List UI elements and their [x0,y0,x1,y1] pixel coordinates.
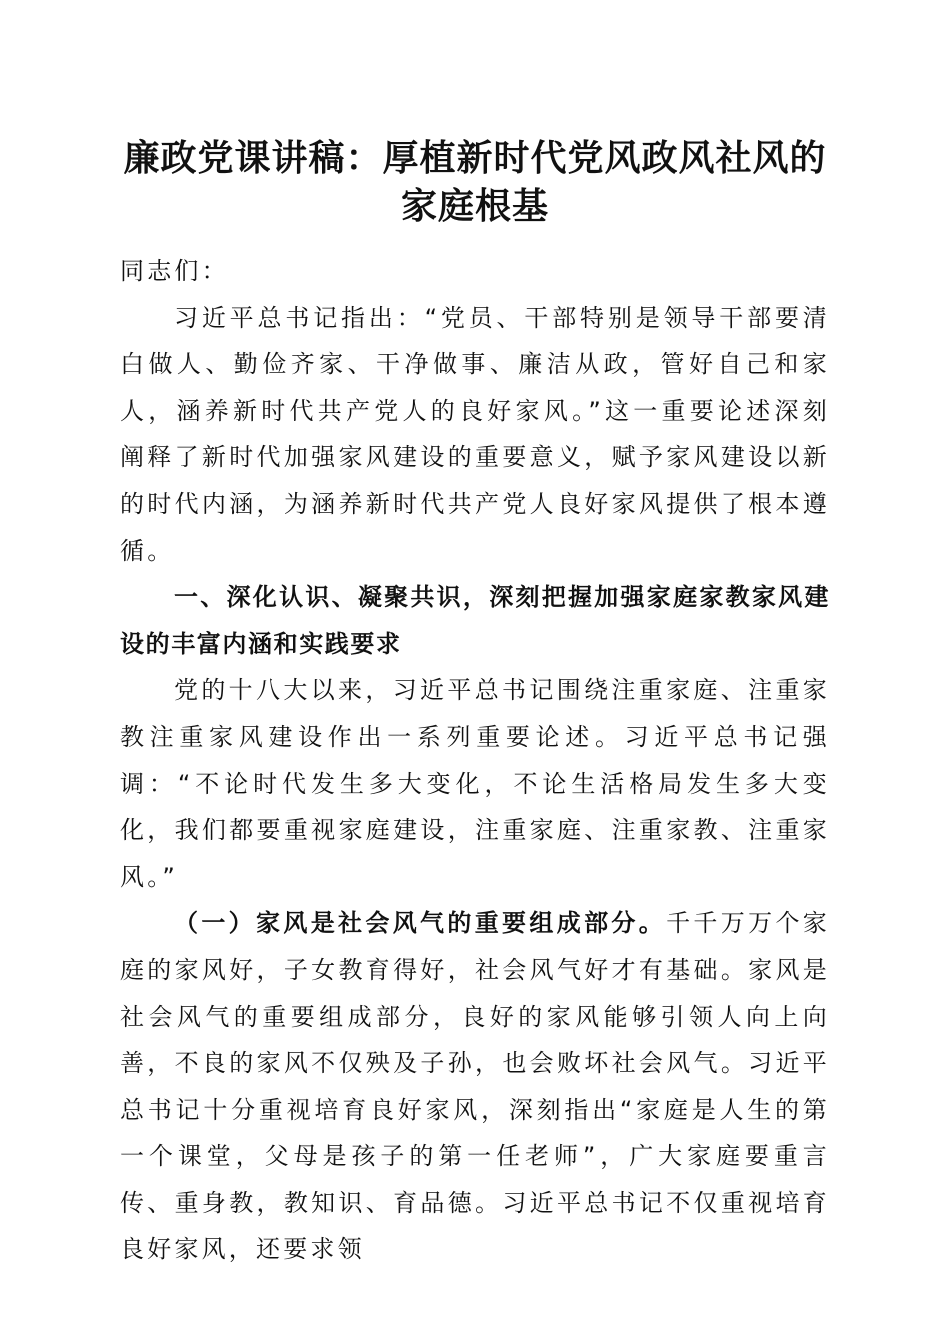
subsection-lead: （一）家风是社会风气的重要组成部分。 [174,909,667,938]
paragraph-section1: 党的十八大以来，习近平总书记围绕注重家庭、注重家教注重家风建设作出一系列重要论述。习近平总书记强调：“不论时代发生多大变化，不论生活格局发生多大变化，我们都要重视家庭建设，注重家庭、注重家教、注重家风。” [120,676,830,891]
document-title: 廉政党课讲稿：厚植新时代党风政风社风的家庭根基 [123,137,827,227]
document-body [120,248,830,1273]
paragraph-subsection-1 [120,900,830,1273]
salutation: 同志们： [120,257,229,285]
paragraph-intro: 习近平总书记指出：“党员、干部特别是领导干部要清白做人、勤俭齐家、干净做事、廉洁从政，管好自己和家人，涵养新时代共产党人的良好家风。”这一重要论述深刻阐释了新时代加强家风建设的重要意义，赋予家风建设以新的时代内涵，为涵养新时代共产党人良好家风提供了根本遵循。 [120,303,830,565]
section-heading-1: 一、深化认识、凝聚共识，深刻把握加强家庭家教家风建设的丰富内涵和实践要求 [120,583,830,658]
subsection-text: 千千万万个家庭的家风好，子女教育得好，社会风气好才有基础。家风是社会风气的重要组成部分，良好的家风能够引领人向上向善，不良的家风不仅殃及子孙，也会败坏社会风气。习近平总书记十分重视培育良好家风，深刻指出“家庭是人生的第一个课堂，父母是孩子的第一任老师”，广大家庭要重言传、重身教，教知识、育品德。习近平总书记不仅重视培育良好家风，还要求领 [120,909,830,1264]
